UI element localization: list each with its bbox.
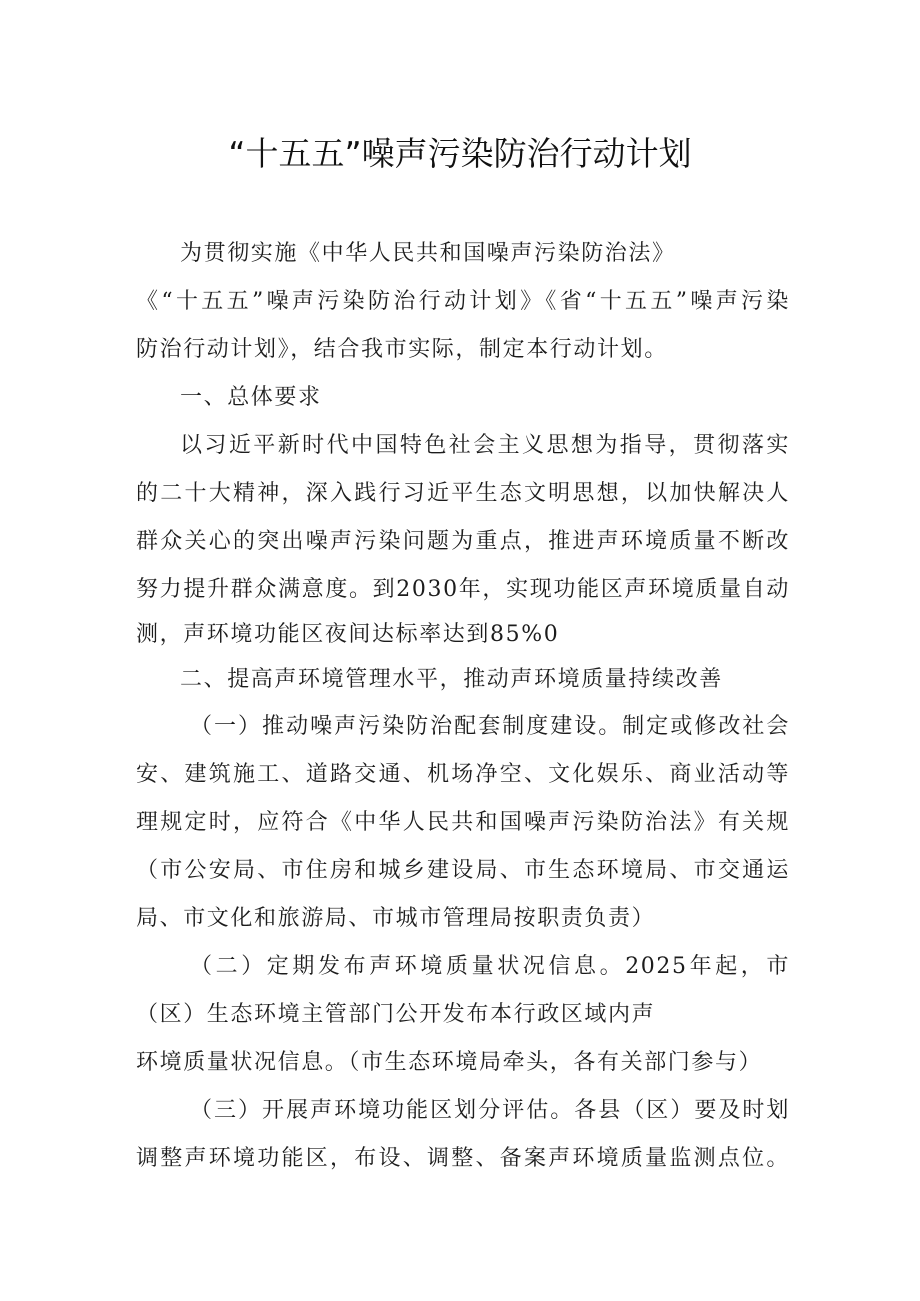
document-title: “十五五”噪声污染防治行动计划: [228, 134, 692, 173]
paragraph-intro-line-1: 为贯彻实施《中华人民共和国噪声污染防治法》: [180, 241, 676, 266]
paragraph-item-2-line-2: （区）生态环境主管部门公开发布本行政区域内声: [136, 1002, 656, 1027]
paragraph-item-3-line-2: 调整声环境功能区，布设、调整、备案声环境质量监测点位。: [136, 1146, 790, 1171]
paragraph-general-line-4: 努力提升群众满意度。到2030年，实现功能区声环境质量自动: [136, 577, 790, 602]
paragraph-item-1-line-1: （一）推动噪声污染防治配套制度建设。制定或修改社会: [190, 714, 790, 739]
paragraph-item-2-line-3: 环境质量状况信息。（市生态环境局牵头，各有关部门参与）: [136, 1050, 763, 1075]
paragraph-item-2-line-1: （二）定期发布声环境质量状况信息。2025年起，市: [190, 954, 790, 979]
paragraph-item-1-line-5: 局、市文化和旅游局、市城市管理局按职责负责）: [136, 906, 656, 931]
paragraph-general-line-5: 测，声环境功能区夜间达标率达到85%0: [136, 622, 560, 647]
paragraph-item-1-line-4: （市公安局、市住房和城乡建设局、市生态环境局、市交通运: [136, 858, 790, 883]
paragraph-general-line-1: 以习近平新时代中国特色社会主义思想为指导，贯彻落实: [180, 433, 790, 458]
paragraph-intro-line-3: 防治行动计划》，结合我市实际，制定本行动计划。: [136, 337, 668, 362]
paragraph-general-line-3: 群众关心的突出噪声污染问题为重点，推进声环境质量不断改: [136, 529, 790, 554]
paragraph-item-1-line-3: 理规定时，应符合《中华人民共和国噪声污染防治法》有关规: [136, 810, 790, 835]
section-heading-1: 一、总体要求: [180, 385, 322, 410]
section-heading-2: 二、提高声环境管理水平，推动声环境质量持续改善: [180, 667, 723, 692]
paragraph-item-1-line-2: 安、建筑施工、道路交通、机场净空、文化娱乐、商业活动等: [136, 762, 790, 787]
paragraph-intro-line-2: 《“十五五”噪声污染防治行动计划》《省“十五五”噪声污染: [136, 289, 790, 314]
paragraph-item-3-line-1: （三）开展声环境功能区划分评估。各县（区）要及时划: [190, 1098, 790, 1123]
paragraph-general-line-2: 的二十大精神，深入践行习近平生态文明思想，以加快解决人: [136, 481, 790, 506]
